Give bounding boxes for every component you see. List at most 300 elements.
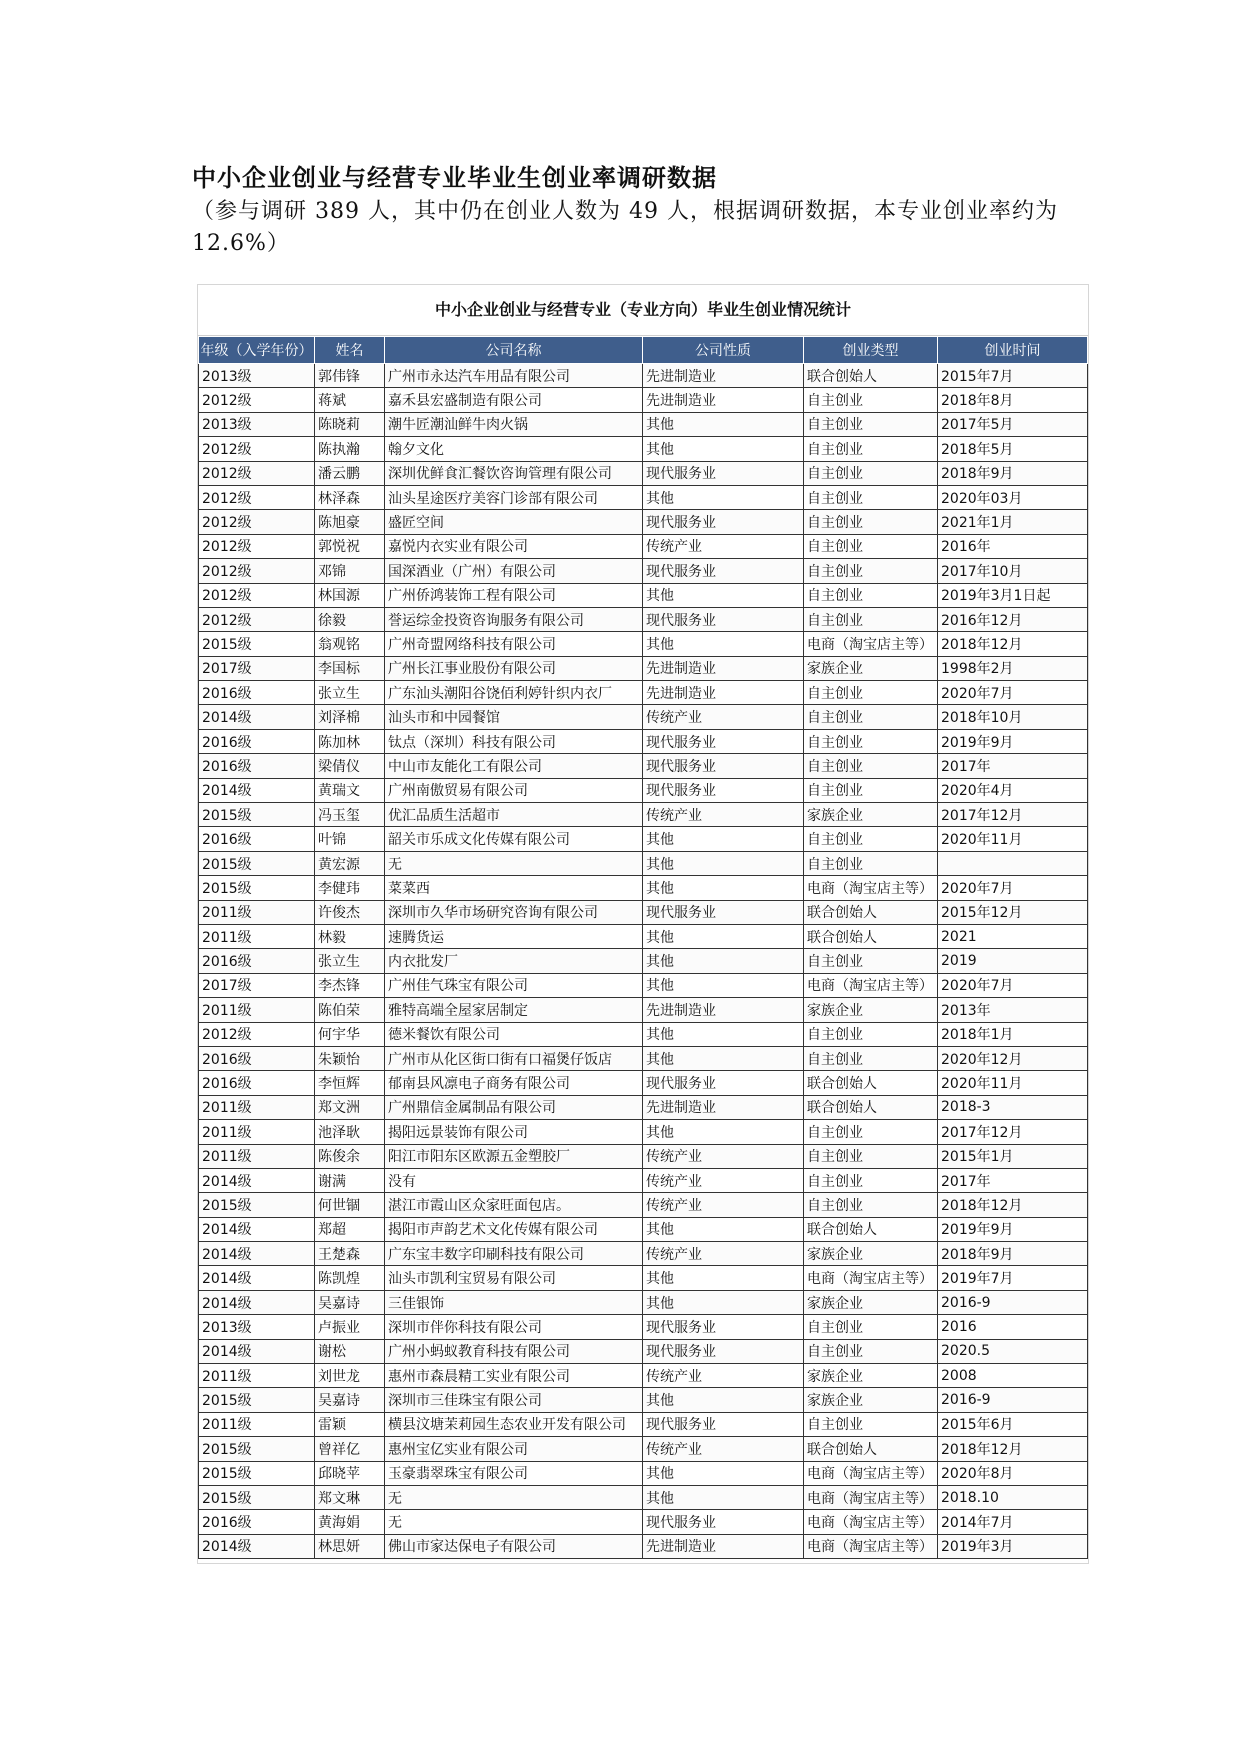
cell-grade: 2015级 — [199, 1437, 315, 1461]
cell-grade: 2015级 — [199, 1461, 315, 1485]
cell-start-date: 2008 — [938, 1364, 1088, 1388]
cell-name: 王楚森 — [315, 1242, 385, 1266]
cell-company-type: 其他 — [643, 632, 804, 656]
cell-venture-type: 电商（淘宝店主等） — [804, 973, 938, 997]
table-row — [199, 729, 1088, 753]
cell-venture-type: 家族企业 — [804, 998, 938, 1022]
column-header-grade: 年级（入学年份） — [199, 337, 315, 364]
cell-venture-type: 自主创业 — [804, 754, 938, 778]
cell-grade: 2015级 — [199, 876, 315, 900]
cell-start-date: 2017年12月 — [938, 803, 1088, 827]
cell-venture-type: 自主创业 — [804, 534, 938, 558]
cell-venture-type: 联合创始人 — [804, 364, 938, 388]
cell-venture-type: 联合创始人 — [804, 1095, 938, 1119]
cell-company-type: 其他 — [643, 1485, 804, 1509]
table-row — [199, 998, 1088, 1022]
cell-name: 黄海娟 — [315, 1510, 385, 1534]
cell-venture-type: 自主创业 — [804, 1339, 938, 1363]
cell-name: 潘云鹏 — [315, 461, 385, 485]
cell-company: 嘉禾县宏盛制造有限公司 — [385, 388, 643, 412]
cell-company: 广州佳气珠宝有限公司 — [385, 973, 643, 997]
table-row — [199, 510, 1088, 534]
cell-company-type: 现代服务业 — [643, 559, 804, 583]
column-header-company-type: 公司性质 — [643, 337, 804, 364]
cell-name: 张立生 — [315, 681, 385, 705]
cell-company: 没有 — [385, 1168, 643, 1192]
cell-name: 林国源 — [315, 583, 385, 607]
cell-venture-type: 自主创业 — [804, 1412, 938, 1436]
cell-name: 李健玮 — [315, 876, 385, 900]
document-subtitle: （参与调研 389 人，其中仍在创业人数为 49 人，根据调研数据，本专业创业率约为 12.6%） — [192, 199, 1058, 256]
cell-start-date: 2019 — [938, 949, 1088, 973]
table-row — [199, 754, 1088, 778]
cell-grade: 2015级 — [199, 1388, 315, 1412]
cell-grade: 2011级 — [199, 998, 315, 1022]
cell-start-date: 2019年9月 — [938, 1217, 1088, 1241]
cell-company-type: 其他 — [643, 1120, 804, 1144]
cell-start-date: 2020年4月 — [938, 778, 1088, 802]
cell-company-type: 其他 — [643, 1022, 804, 1046]
table-row — [199, 1315, 1088, 1339]
cell-name: 邓锦 — [315, 559, 385, 583]
cell-name: 陈旭豪 — [315, 510, 385, 534]
cell-venture-type: 电商（淘宝店主等） — [804, 876, 938, 900]
cell-grade: 2014级 — [199, 1266, 315, 1290]
cell-venture-type: 自主创业 — [804, 949, 938, 973]
cell-name: 黄宏源 — [315, 851, 385, 875]
cell-company-type: 其他 — [643, 412, 804, 436]
cell-start-date: 2019年3月 — [938, 1534, 1088, 1558]
cell-venture-type: 自主创业 — [804, 559, 938, 583]
cell-company-type: 先进制造业 — [643, 1534, 804, 1558]
cell-company-type: 传统产业 — [643, 1144, 804, 1168]
column-header-name: 姓名 — [315, 337, 385, 364]
cell-company: 无 — [385, 851, 643, 875]
cell-start-date: 2015年7月 — [938, 364, 1088, 388]
cell-company: 翰夕文化 — [385, 437, 643, 461]
cell-name: 何世锢 — [315, 1193, 385, 1217]
cell-company: 郁南县风凛电子商务有限公司 — [385, 1071, 643, 1095]
table-row — [199, 1388, 1088, 1412]
cell-name: 翁观铭 — [315, 632, 385, 656]
cell-grade: 2011级 — [199, 1412, 315, 1436]
cell-company-type: 现代服务业 — [643, 754, 804, 778]
cell-start-date: 2016年 — [938, 534, 1088, 558]
table-row — [199, 388, 1088, 412]
cell-name: 雷颖 — [315, 1412, 385, 1436]
cell-company: 内衣批发厂 — [385, 949, 643, 973]
cell-start-date: 2019年7月 — [938, 1266, 1088, 1290]
table-row — [199, 1120, 1088, 1144]
cell-name: 张立生 — [315, 949, 385, 973]
cell-company-type: 现代服务业 — [643, 729, 804, 753]
cell-company: 汕头星途医疗美容门诊部有限公司 — [385, 485, 643, 509]
cell-start-date: 2020年7月 — [938, 876, 1088, 900]
cell-company-type: 先进制造业 — [643, 364, 804, 388]
cell-company-type: 其他 — [643, 1266, 804, 1290]
cell-start-date: 2015年1月 — [938, 1144, 1088, 1168]
cell-company: 雅特高端全屋家居制定 — [385, 998, 643, 1022]
cell-start-date: 2017年12月 — [938, 1120, 1088, 1144]
table-row — [199, 973, 1088, 997]
cell-company: 广州鼎信金属制品有限公司 — [385, 1095, 643, 1119]
table-row — [199, 681, 1088, 705]
cell-company: 惠州宝亿实业有限公司 — [385, 1437, 643, 1461]
cell-company: 深圳市伴你科技有限公司 — [385, 1315, 643, 1339]
cell-name: 许俊杰 — [315, 900, 385, 924]
cell-company-type: 其他 — [643, 1290, 804, 1314]
cell-venture-type: 联合创始人 — [804, 1437, 938, 1461]
cell-company-type: 先进制造业 — [643, 681, 804, 705]
cell-company: 速腾货运 — [385, 924, 643, 948]
cell-venture-type: 自主创业 — [804, 1193, 938, 1217]
cell-start-date: 2019年9月 — [938, 729, 1088, 753]
cell-start-date: 2017年 — [938, 754, 1088, 778]
cell-company-type: 其他 — [643, 876, 804, 900]
cell-company-type: 现代服务业 — [643, 461, 804, 485]
cell-company: 广州市永达汽车用品有限公司 — [385, 364, 643, 388]
cell-company-type: 其他 — [643, 1388, 804, 1412]
table-row — [199, 1217, 1088, 1241]
cell-venture-type: 电商（淘宝店主等） — [804, 1510, 938, 1534]
cell-name: 郑超 — [315, 1217, 385, 1241]
cell-company: 盛匠空间 — [385, 510, 643, 534]
table-row — [199, 924, 1088, 948]
cell-grade: 2016级 — [199, 754, 315, 778]
cell-start-date: 2016-9 — [938, 1388, 1088, 1412]
cell-company-type: 先进制造业 — [643, 998, 804, 1022]
cell-company: 惠州市森晨精工实业有限公司 — [385, 1364, 643, 1388]
table-row — [199, 607, 1088, 631]
cell-venture-type: 自主创业 — [804, 851, 938, 875]
cell-company-type: 其他 — [643, 924, 804, 948]
cell-grade: 2016级 — [199, 827, 315, 851]
cell-grade: 2016级 — [199, 681, 315, 705]
cell-name: 郭伟锋 — [315, 364, 385, 388]
cell-company: 湛江市霞山区众家旺面包店。 — [385, 1193, 643, 1217]
cell-company: 揭阳市声韵艺术文化传媒有限公司 — [385, 1217, 643, 1241]
cell-start-date: 2018年12月 — [938, 1193, 1088, 1217]
cell-company-type: 现代服务业 — [643, 510, 804, 534]
cell-name: 梁倩仪 — [315, 754, 385, 778]
cell-company: 阳江市阳东区欧源五金塑胶厂 — [385, 1144, 643, 1168]
cell-grade: 2012级 — [199, 607, 315, 631]
table-row — [199, 412, 1088, 436]
cell-venture-type: 联合创始人 — [804, 924, 938, 948]
statistics-table — [198, 336, 1088, 1559]
table-title: 中小企业创业与经营专业（专业方向）毕业生创业情况统计 — [198, 285, 1088, 336]
table-row — [199, 1022, 1088, 1046]
cell-start-date: 2018年8月 — [938, 388, 1088, 412]
cell-company-type: 传统产业 — [643, 1242, 804, 1266]
cell-company: 菜菜西 — [385, 876, 643, 900]
cell-grade: 2013级 — [199, 1315, 315, 1339]
cell-company: 广东汕头潮阳谷饶佰利婷针织内衣厂 — [385, 681, 643, 705]
cell-grade: 2013级 — [199, 364, 315, 388]
cell-start-date: 2020年12月 — [938, 1046, 1088, 1070]
cell-venture-type: 自主创业 — [804, 510, 938, 534]
cell-company: 汕头市凯利宝贸易有限公司 — [385, 1266, 643, 1290]
cell-venture-type: 电商（淘宝店主等） — [804, 1485, 938, 1509]
cell-company-type: 现代服务业 — [643, 1071, 804, 1095]
cell-name: 池泽耿 — [315, 1120, 385, 1144]
cell-company: 佛山市家达保电子有限公司 — [385, 1534, 643, 1558]
table-row — [199, 1461, 1088, 1485]
column-header-venture-type: 创业类型 — [804, 337, 938, 364]
cell-company-type: 传统产业 — [643, 803, 804, 827]
cell-company: 无 — [385, 1510, 643, 1534]
cell-start-date: 2020年11月 — [938, 827, 1088, 851]
cell-grade: 2012级 — [199, 559, 315, 583]
cell-company-type: 传统产业 — [643, 1168, 804, 1192]
cell-venture-type: 电商（淘宝店主等） — [804, 1461, 938, 1485]
cell-grade: 2011级 — [199, 1364, 315, 1388]
cell-start-date: 2019年3月1日起 — [938, 583, 1088, 607]
cell-company-type: 其他 — [643, 851, 804, 875]
cell-venture-type: 自主创业 — [804, 1144, 938, 1168]
cell-venture-type: 自主创业 — [804, 437, 938, 461]
cell-company: 揭阳远景装饰有限公司 — [385, 1120, 643, 1144]
table-row — [199, 1144, 1088, 1168]
cell-start-date: 2020年7月 — [938, 973, 1088, 997]
cell-venture-type: 自主创业 — [804, 1046, 938, 1070]
cell-grade: 2012级 — [199, 437, 315, 461]
cell-name: 刘泽棉 — [315, 705, 385, 729]
cell-grade: 2011级 — [199, 1120, 315, 1144]
cell-start-date: 2017年5月 — [938, 412, 1088, 436]
cell-grade: 2012级 — [199, 461, 315, 485]
column-header-start-date: 创业时间 — [938, 337, 1088, 364]
cell-company: 钛点（深圳）科技有限公司 — [385, 729, 643, 753]
table-row — [199, 1510, 1088, 1534]
cell-grade: 2013级 — [199, 412, 315, 436]
cell-venture-type: 自主创业 — [804, 778, 938, 802]
table-row — [199, 1290, 1088, 1314]
cell-venture-type: 联合创始人 — [804, 1217, 938, 1241]
cell-company-type: 传统产业 — [643, 705, 804, 729]
cell-company: 三佳银饰 — [385, 1290, 643, 1314]
cell-name: 林泽森 — [315, 485, 385, 509]
table-row — [199, 778, 1088, 802]
cell-company: 中山市友能化工有限公司 — [385, 754, 643, 778]
cell-company-type: 先进制造业 — [643, 656, 804, 680]
cell-name: 徐毅 — [315, 607, 385, 631]
table-header-row — [199, 337, 1088, 364]
table-row — [199, 485, 1088, 509]
table-row — [199, 583, 1088, 607]
cell-name: 黄瑞文 — [315, 778, 385, 802]
cell-company-type: 现代服务业 — [643, 1412, 804, 1436]
cell-company: 广州市从化区街口街有口福煲仔饭店 — [385, 1046, 643, 1070]
table-row — [199, 1242, 1088, 1266]
cell-venture-type: 自主创业 — [804, 705, 938, 729]
table-row — [199, 900, 1088, 924]
table-row — [199, 534, 1088, 558]
cell-company-type: 其他 — [643, 1046, 804, 1070]
cell-start-date: 2015年12月 — [938, 900, 1088, 924]
table-row — [199, 1168, 1088, 1192]
cell-start-date: 2021 — [938, 924, 1088, 948]
cell-company-type: 现代服务业 — [643, 1510, 804, 1534]
cell-company-type: 现代服务业 — [643, 1315, 804, 1339]
cell-name: 陈凯煌 — [315, 1266, 385, 1290]
cell-grade: 2014级 — [199, 1534, 315, 1558]
cell-name: 谢满 — [315, 1168, 385, 1192]
table-row — [199, 1534, 1088, 1558]
cell-venture-type: 自主创业 — [804, 1315, 938, 1339]
cell-name: 曾祥亿 — [315, 1437, 385, 1461]
cell-start-date: 2020年7月 — [938, 681, 1088, 705]
cell-name: 陈俊余 — [315, 1144, 385, 1168]
cell-company: 玉豪翡翠珠宝有限公司 — [385, 1461, 643, 1485]
cell-start-date: 2016年12月 — [938, 607, 1088, 631]
cell-start-date: 2018年10月 — [938, 705, 1088, 729]
cell-start-date: 1998年2月 — [938, 656, 1088, 680]
cell-company: 广州长江事业股份有限公司 — [385, 656, 643, 680]
cell-name: 谢松 — [315, 1339, 385, 1363]
table-row — [199, 1437, 1088, 1461]
cell-start-date: 2018年5月 — [938, 437, 1088, 461]
table-row — [199, 364, 1088, 388]
cell-name: 李国标 — [315, 656, 385, 680]
cell-grade: 2015级 — [199, 632, 315, 656]
cell-company-type: 先进制造业 — [643, 1095, 804, 1119]
cell-grade: 2017级 — [199, 973, 315, 997]
cell-grade: 2017级 — [199, 656, 315, 680]
cell-start-date: 2015年6月 — [938, 1412, 1088, 1436]
cell-grade: 2015级 — [199, 851, 315, 875]
cell-venture-type: 自主创业 — [804, 583, 938, 607]
table-row — [199, 949, 1088, 973]
statistics-sheet — [197, 284, 1089, 1564]
cell-grade: 2016级 — [199, 729, 315, 753]
cell-company-type: 其他 — [643, 583, 804, 607]
table-row — [199, 851, 1088, 875]
cell-name: 陈执瀚 — [315, 437, 385, 461]
cell-venture-type: 家族企业 — [804, 1290, 938, 1314]
cell-company: 优汇品质生活超市 — [385, 803, 643, 827]
table-row — [199, 1266, 1088, 1290]
cell-company: 嘉悦内衣实业有限公司 — [385, 534, 643, 558]
cell-venture-type: 自主创业 — [804, 681, 938, 705]
cell-grade: 2016级 — [199, 1071, 315, 1095]
table-row — [199, 1339, 1088, 1363]
cell-venture-type: 自主创业 — [804, 1120, 938, 1144]
cell-name: 郭悦祝 — [315, 534, 385, 558]
cell-company-type: 传统产业 — [643, 1364, 804, 1388]
cell-venture-type: 自主创业 — [804, 1022, 938, 1046]
cell-venture-type: 自主创业 — [804, 388, 938, 412]
table-row — [199, 437, 1088, 461]
cell-grade: 2014级 — [199, 778, 315, 802]
cell-company-type: 其他 — [643, 973, 804, 997]
cell-start-date: 2018年12月 — [938, 1437, 1088, 1461]
cell-company: 国深酒业（广州）有限公司 — [385, 559, 643, 583]
table-row — [199, 705, 1088, 729]
cell-name: 吴嘉诗 — [315, 1388, 385, 1412]
cell-company-type: 现代服务业 — [643, 1339, 804, 1363]
cell-start-date: 2021年1月 — [938, 510, 1088, 534]
cell-venture-type: 家族企业 — [804, 1364, 938, 1388]
cell-grade: 2012级 — [199, 510, 315, 534]
cell-company: 韶关市乐成文化传媒有限公司 — [385, 827, 643, 851]
cell-grade: 2016级 — [199, 1510, 315, 1534]
cell-grade: 2011级 — [199, 924, 315, 948]
cell-company: 汕头市和中园餐馆 — [385, 705, 643, 729]
cell-venture-type: 自主创业 — [804, 607, 938, 631]
cell-grade: 2014级 — [199, 1290, 315, 1314]
cell-name: 吴嘉诗 — [315, 1290, 385, 1314]
cell-venture-type: 家族企业 — [804, 1388, 938, 1412]
cell-grade: 2012级 — [199, 583, 315, 607]
cell-company: 德米餐饮有限公司 — [385, 1022, 643, 1046]
cell-company-type: 其他 — [643, 485, 804, 509]
cell-company-type: 现代服务业 — [643, 778, 804, 802]
cell-start-date: 2014年7月 — [938, 1510, 1088, 1534]
cell-name: 何宇华 — [315, 1022, 385, 1046]
cell-name: 林毅 — [315, 924, 385, 948]
cell-grade: 2012级 — [199, 534, 315, 558]
cell-venture-type: 联合创始人 — [804, 1071, 938, 1095]
table-row — [199, 632, 1088, 656]
cell-start-date: 2018-3 — [938, 1095, 1088, 1119]
cell-grade: 2015级 — [199, 1485, 315, 1509]
cell-name: 陈晓莉 — [315, 412, 385, 436]
cell-start-date: 2020.5 — [938, 1339, 1088, 1363]
cell-start-date: 2020年8月 — [938, 1461, 1088, 1485]
cell-venture-type: 家族企业 — [804, 1242, 938, 1266]
cell-company: 广州侨鸿装饰工程有限公司 — [385, 583, 643, 607]
cell-start-date: 2020年03月 — [938, 485, 1088, 509]
cell-grade: 2015级 — [199, 803, 315, 827]
table-row — [199, 656, 1088, 680]
cell-company-type: 其他 — [643, 1217, 804, 1241]
table-row — [199, 827, 1088, 851]
cell-company-type: 其他 — [643, 949, 804, 973]
cell-name: 卢振业 — [315, 1315, 385, 1339]
cell-company: 潮牛匠潮汕鲜牛肉火锅 — [385, 412, 643, 436]
cell-name: 陈加林 — [315, 729, 385, 753]
document-title: 中小企业创业与经营专业毕业生创业率调研数据 — [192, 164, 717, 192]
cell-company: 广东宝丰数字印刷科技有限公司 — [385, 1242, 643, 1266]
cell-start-date: 2018年1月 — [938, 1022, 1088, 1046]
cell-name: 陈伯荣 — [315, 998, 385, 1022]
cell-start-date: 2017年 — [938, 1168, 1088, 1192]
cell-grade: 2014级 — [199, 1217, 315, 1241]
cell-venture-type: 电商（淘宝店主等） — [804, 1534, 938, 1558]
cell-name: 刘世龙 — [315, 1364, 385, 1388]
cell-company-type: 其他 — [643, 437, 804, 461]
table-row — [199, 1193, 1088, 1217]
cell-start-date: 2018年9月 — [938, 1242, 1088, 1266]
table-row — [199, 1095, 1088, 1119]
cell-grade: 2012级 — [199, 485, 315, 509]
cell-grade: 2011级 — [199, 1144, 315, 1168]
cell-name: 李恒辉 — [315, 1071, 385, 1095]
cell-grade: 2016级 — [199, 949, 315, 973]
cell-company-type: 其他 — [643, 1461, 804, 1485]
cell-company-type: 传统产业 — [643, 1193, 804, 1217]
cell-start-date: 2013年 — [938, 998, 1088, 1022]
cell-grade: 2016级 — [199, 1046, 315, 1070]
cell-start-date: 2018年12月 — [938, 632, 1088, 656]
cell-name: 蒋斌 — [315, 388, 385, 412]
table-row — [199, 1412, 1088, 1436]
cell-grade: 2014级 — [199, 1168, 315, 1192]
cell-venture-type: 自主创业 — [804, 461, 938, 485]
cell-start-date: 2018.10 — [938, 1485, 1088, 1509]
cell-grade: 2012级 — [199, 388, 315, 412]
